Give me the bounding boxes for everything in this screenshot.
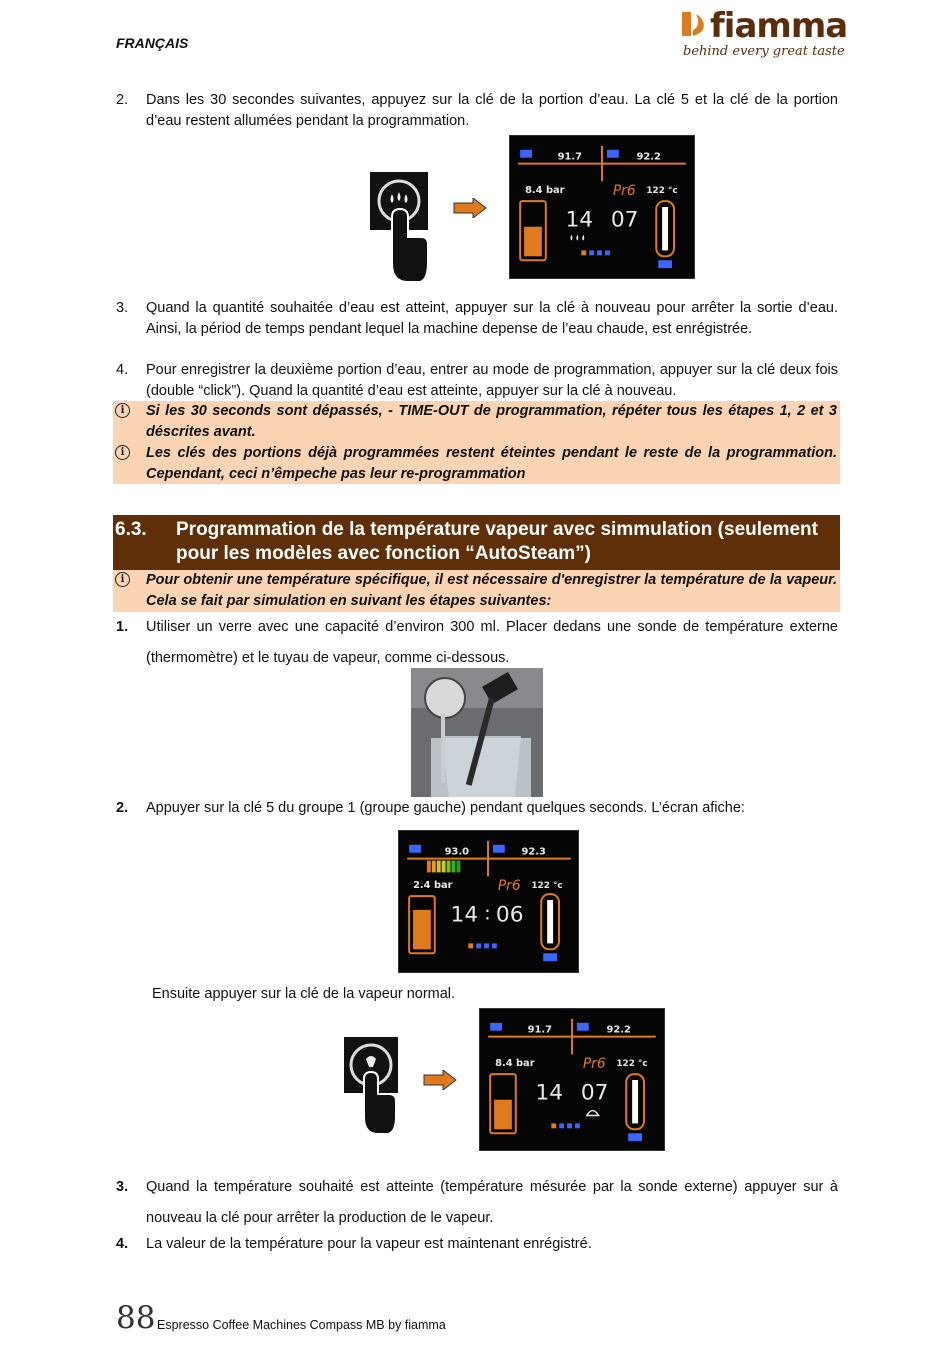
section-number: 6.3. <box>115 519 147 540</box>
step-a-3 <box>116 298 838 340</box>
step-text: Quand la quantité souhaitée d’eau est atteint, appuyer sur la clé à nouveau pour arrêter la sortie d’eau. Ainsi, la périod de temps pendant lequel la machine depense de l’eau chaude, est enrégistrée. <box>146 300 838 337</box>
pressure-readout: 8.4 bar <box>495 1058 535 1070</box>
step-number: 3. <box>116 1179 129 1195</box>
clock-minutes: 07 <box>610 207 639 233</box>
steam-icon <box>587 1111 599 1116</box>
info-icon: i <box>115 572 130 587</box>
logo-word: fiamma <box>710 6 848 46</box>
step-text: Dans les 30 secondes suivantes, appuyez sur la clé de la portion d’eau. La clé 5 et la clé de la portion d’eau restent allumées pendant la programmation. <box>146 92 838 129</box>
footer-text: Espresso Coffee Machines Compass MB by fiamma <box>157 1318 446 1332</box>
clock-hours: 14 <box>565 207 594 233</box>
steam-temp: 122 °c <box>531 881 563 892</box>
note-text: Les clés des portions déjà programmées restent éteintes pendant le reste de la programmation. Cependant, ceci n’êmpeche pas leur re-programmation <box>146 445 837 482</box>
step-text: Pour enregistrer la deuxième portion d’eau, entrer au mode de programmation, appuyer sur la clé deux fois (double “click”). Quand la quantité d’eau est atteinte, appuyer sur la clé à nouveau. <box>146 362 838 399</box>
clock-minutes: 07 <box>580 1080 609 1106</box>
arrow-right-icon <box>423 1070 457 1090</box>
steam-temp: 122 °c <box>646 186 678 197</box>
section-heading <box>113 515 840 570</box>
step-b-4 <box>116 1234 838 1255</box>
note-text: Si les 30 seconds sont dépassés, - TIME-OUT de programmation, répéter tous les étapes 1, 2 et 3 déscrites avant. <box>146 403 837 440</box>
fiamma-logo <box>680 6 848 66</box>
step-number: 2. <box>116 800 129 816</box>
clock-minutes: 06 <box>495 902 524 928</box>
display-screen-2 <box>398 830 579 973</box>
boiler2-temp: 92.3 <box>521 846 546 858</box>
program-indicator: Pr6 <box>612 183 636 200</box>
step-number: 1. <box>116 619 129 635</box>
notes-box-a <box>113 401 840 484</box>
boiler2-temp: 92.2 <box>636 151 661 163</box>
logo-tagline: behind every great taste <box>683 44 845 59</box>
notes-box-b <box>113 570 840 612</box>
step-number: 4. <box>116 1236 129 1252</box>
boiler2-temp: 92.2 <box>606 1024 631 1036</box>
then-instruction: Ensuite appuyer sur la clé de la vapeur normal. <box>152 986 456 1002</box>
step-text: Appuyer sur la clé 5 du groupe 1 (groupe gauche) pendant quelques seconds. L’écran afiche: <box>146 800 745 816</box>
thermometer-in-glass-photo <box>411 668 543 797</box>
step-b-3 <box>116 1172 838 1234</box>
display-screen-1 <box>509 135 695 279</box>
note-item <box>113 443 840 485</box>
clock-hours: 14 <box>450 902 479 928</box>
boiler1-temp: 91.7 <box>527 1024 552 1036</box>
step-a-2 <box>116 90 838 132</box>
fiamma-flame-icon <box>680 10 710 44</box>
step-text: Quand la température souhaité est atteinte (température mésurée par la sonde externe) appuyer sur à nouveau la clé pour arrêter la production de le vapeur. <box>146 1179 838 1226</box>
header-language: FRANÇAIS <box>116 35 189 51</box>
section-title: Programmation de la température vapeur avec simmulation (seulement pour les modèles avec fonction “AutoSteam”) <box>176 519 818 564</box>
step-number: 2. <box>116 92 129 108</box>
step-b-2 <box>116 798 838 819</box>
step-number: 3. <box>116 300 129 316</box>
step-number: 4. <box>116 362 129 378</box>
program-indicator: Pr6 <box>497 878 521 895</box>
pressure-readout: 8.4 bar <box>525 185 565 197</box>
water-portion-key-press-icon <box>370 172 430 287</box>
step-text: La valeur de la température pour la vapeur est maintenant enrégistré. <box>146 1236 592 1252</box>
boiler1-temp: 93.0 <box>444 846 469 858</box>
boiler1-temp: 91.7 <box>557 151 582 163</box>
note-text: Pour obtenir une température spécifique, il est nécessaire d'enregistrer la température de la vapeur. Cela se fait par simulation en suivant les étapes suivantes: <box>146 572 837 609</box>
step-b-1 <box>116 612 838 674</box>
clock-hours: 14 <box>535 1080 564 1106</box>
note-item <box>113 401 840 443</box>
steam-key-press-icon <box>344 1037 400 1137</box>
info-icon: i <box>115 445 130 460</box>
info-icon: i <box>115 403 130 418</box>
water-drops-icon <box>570 235 584 241</box>
display-screen-3 <box>479 1008 665 1151</box>
step-a-4 <box>116 360 838 402</box>
page-number: 88 <box>116 1300 156 1336</box>
clock-separator: : <box>484 901 491 925</box>
pressure-readout: 2.4 bar <box>413 880 453 892</box>
program-indicator: Pr6 <box>582 1056 606 1073</box>
steam-temp: 122 °c <box>616 1059 648 1070</box>
note-item <box>113 570 840 612</box>
step-text: Utiliser un verre avec une capacité d’environ 300 ml. Placer dedans une sonde de température externe (thermomètre) et le tuyau de vapeur, comme ci-dessous. <box>146 619 838 666</box>
arrow-right-icon <box>453 198 487 218</box>
